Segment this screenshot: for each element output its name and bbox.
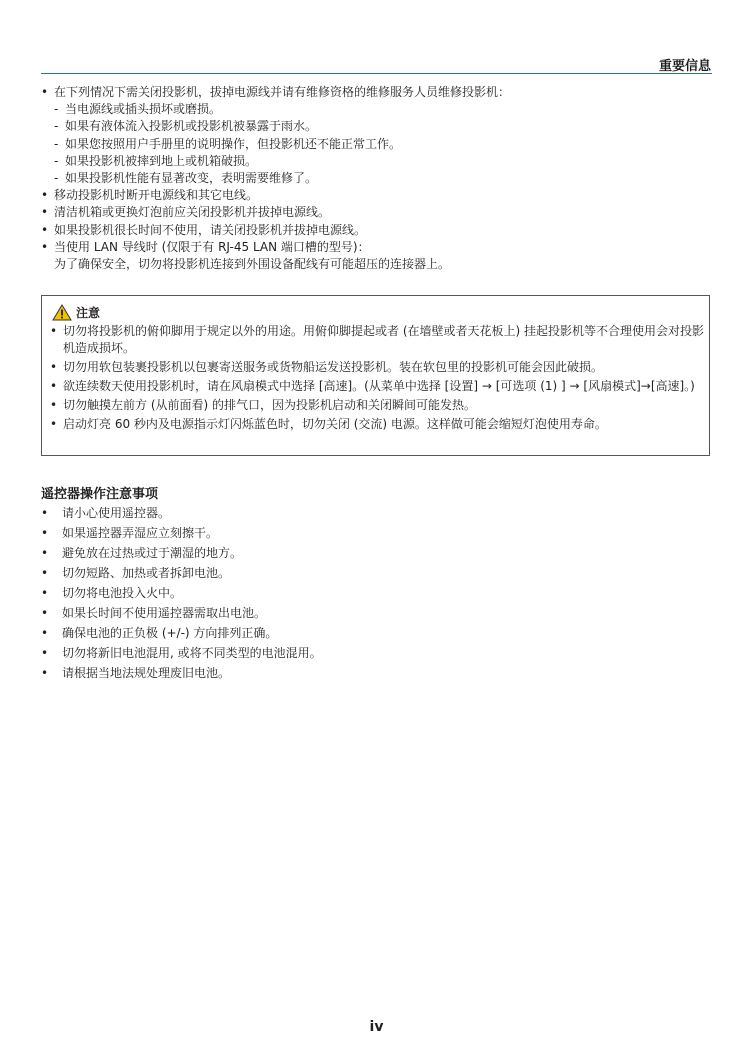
list-item-text: 在下列情况下需关闭投影机，拔掉电源线并请有维修资格的维修服务人员维修投影机： bbox=[54, 85, 511, 99]
bullet: • bbox=[41, 606, 49, 620]
list-item-text: 如果投影机很长时间不使用，请关闭投影机并拔掉电源线。 bbox=[54, 222, 367, 237]
list-item-text: 请根据当地法规处理废旧电池。 bbox=[62, 666, 231, 680]
list-item bbox=[50, 359, 705, 376]
bullet: • bbox=[41, 85, 49, 99]
bullet: • bbox=[50, 398, 58, 412]
list-item bbox=[41, 523, 713, 543]
bullet: • bbox=[41, 646, 49, 660]
dash-bullet: - bbox=[54, 102, 59, 117]
list-item bbox=[41, 583, 713, 603]
list-item-text: 为了确保安全，切勿将投影机连接到外围设备配线有可能超压的连接器上。 bbox=[54, 257, 451, 272]
page-number: iv bbox=[369, 1019, 384, 1035]
bullet: • bbox=[41, 566, 49, 580]
list-item-text: 确保电池的正负极 (+/-) 方向排列正确。 bbox=[62, 626, 278, 640]
list-item bbox=[41, 543, 713, 563]
bullet: • bbox=[41, 586, 49, 600]
bullet: • bbox=[41, 239, 49, 254]
list-item bbox=[41, 603, 713, 623]
bullet: • bbox=[50, 324, 58, 338]
bullet: • bbox=[41, 506, 49, 520]
list-item-text: 如果投影机被摔到地上或机箱破损。 bbox=[65, 153, 258, 168]
bullet: • bbox=[41, 188, 49, 203]
list-item bbox=[41, 187, 713, 204]
list-item-text: 当电源线或插头损坏或磨损。 bbox=[65, 102, 222, 117]
list-item bbox=[50, 378, 705, 395]
bullet: • bbox=[41, 205, 49, 220]
section-title: 遥控器操作注意事项 bbox=[41, 487, 159, 502]
list-item-text: 如果投影机性能有显著改变，表明需要维修了。 bbox=[65, 171, 318, 186]
list-item-text: 请小心使用遥控器。 bbox=[62, 506, 171, 520]
list-item-text: 如果您按照用户手册里的说明操作，但投影机还不能正常工作。 bbox=[65, 136, 402, 151]
list-item-text: 清洁机箱或更换灯泡前应关闭投影机并拔掉电源线。 bbox=[54, 205, 331, 220]
bullet: • bbox=[41, 546, 49, 560]
bullet: • bbox=[50, 417, 58, 431]
list-item-text: 移动投影机时断开电源线和其它电线。 bbox=[54, 188, 259, 203]
header-divider bbox=[41, 73, 712, 74]
list-item bbox=[41, 204, 713, 221]
dash-bullet: - bbox=[54, 119, 59, 134]
bullet: • bbox=[50, 379, 58, 393]
dash-bullet: - bbox=[54, 171, 59, 186]
list-item-continuation bbox=[41, 256, 713, 273]
list-item-text: 如果有液体流入投影机或投影机被暴露于雨水。 bbox=[65, 119, 318, 134]
safety-list bbox=[41, 84, 713, 273]
list-item-text: 欲连续数天使用投影机时，请在风扇模式中选择 [高速]。(从菜单中选择 [设置] → [可选项 (1) ] → [风扇模式]→[高速]。) bbox=[63, 379, 695, 393]
list-item bbox=[50, 323, 705, 357]
caution-list bbox=[50, 323, 705, 433]
remote-precautions-list bbox=[41, 503, 713, 683]
sub-list-item bbox=[41, 153, 713, 170]
list-item-text: 如果长时间不使用遥控器需取出电池。 bbox=[62, 606, 267, 620]
sub-list-item bbox=[41, 101, 713, 118]
warning-triangle-icon bbox=[52, 304, 72, 321]
list-item bbox=[50, 397, 705, 414]
bullet: • bbox=[50, 360, 58, 374]
sub-list-item bbox=[41, 118, 713, 135]
list-item-text: 启动灯亮 60 秒内及电源指示灯闪烁蓝色时，切勿关闭 (交流) 电源。这样做可能会缩短灯泡使用寿命。 bbox=[63, 417, 607, 431]
list-item-text: 当使用 LAN 导线时 (仅限于有 RJ-45 LAN 端口槽的型号)： bbox=[54, 239, 370, 254]
list-item-text: 切勿将电池投入火中。 bbox=[62, 586, 183, 600]
list-item bbox=[41, 239, 713, 256]
header-title: 重要信息 bbox=[658, 59, 711, 74]
list-item-text: 切勿将新旧电池混用, 或将不同类型的电池混用。 bbox=[62, 646, 322, 660]
sub-list-item bbox=[41, 136, 713, 153]
caution-heading bbox=[52, 304, 100, 321]
list-item bbox=[41, 563, 713, 583]
list-item-text: 切勿触摸左前方 (从前面看) 的排气口，因为投影机启动和关闭瞬间可能发热。 bbox=[63, 398, 476, 412]
dash-bullet: - bbox=[54, 136, 59, 151]
list-item bbox=[50, 416, 705, 433]
list-item-text: 切勿将投影机的俯仰脚用于规定以外的用途。用俯仰脚提起或者 (在墙壁或者天花板上) 挂起投影机等不合理使用会对投影机造成损坏。 bbox=[63, 324, 704, 355]
bullet: • bbox=[41, 222, 49, 237]
list-item bbox=[41, 623, 713, 643]
caution-box bbox=[41, 295, 710, 456]
list-item bbox=[41, 643, 713, 663]
list-item bbox=[41, 663, 713, 683]
bullet: • bbox=[41, 666, 49, 680]
list-item bbox=[41, 84, 713, 101]
bullet: • bbox=[41, 526, 49, 540]
caution-title: 注意 bbox=[76, 306, 101, 320]
dash-bullet: - bbox=[54, 153, 59, 168]
list-item-text: 切勿用软包装裹投影机以包裹寄送服务或货物船运发送投影机。装在软包里的投影机可能会因此破损。 bbox=[63, 360, 604, 374]
bullet: • bbox=[41, 626, 49, 640]
sub-list-item bbox=[41, 170, 713, 187]
list-item-text: 切勿短路、加热或者拆卸电池。 bbox=[62, 566, 231, 580]
list-item bbox=[41, 503, 713, 523]
list-item-text: 如果遥控器弄湿应立刻擦干。 bbox=[62, 526, 219, 540]
list-item-text: 避免放在过热或过于潮湿的地方。 bbox=[62, 546, 243, 560]
list-item bbox=[41, 222, 713, 239]
